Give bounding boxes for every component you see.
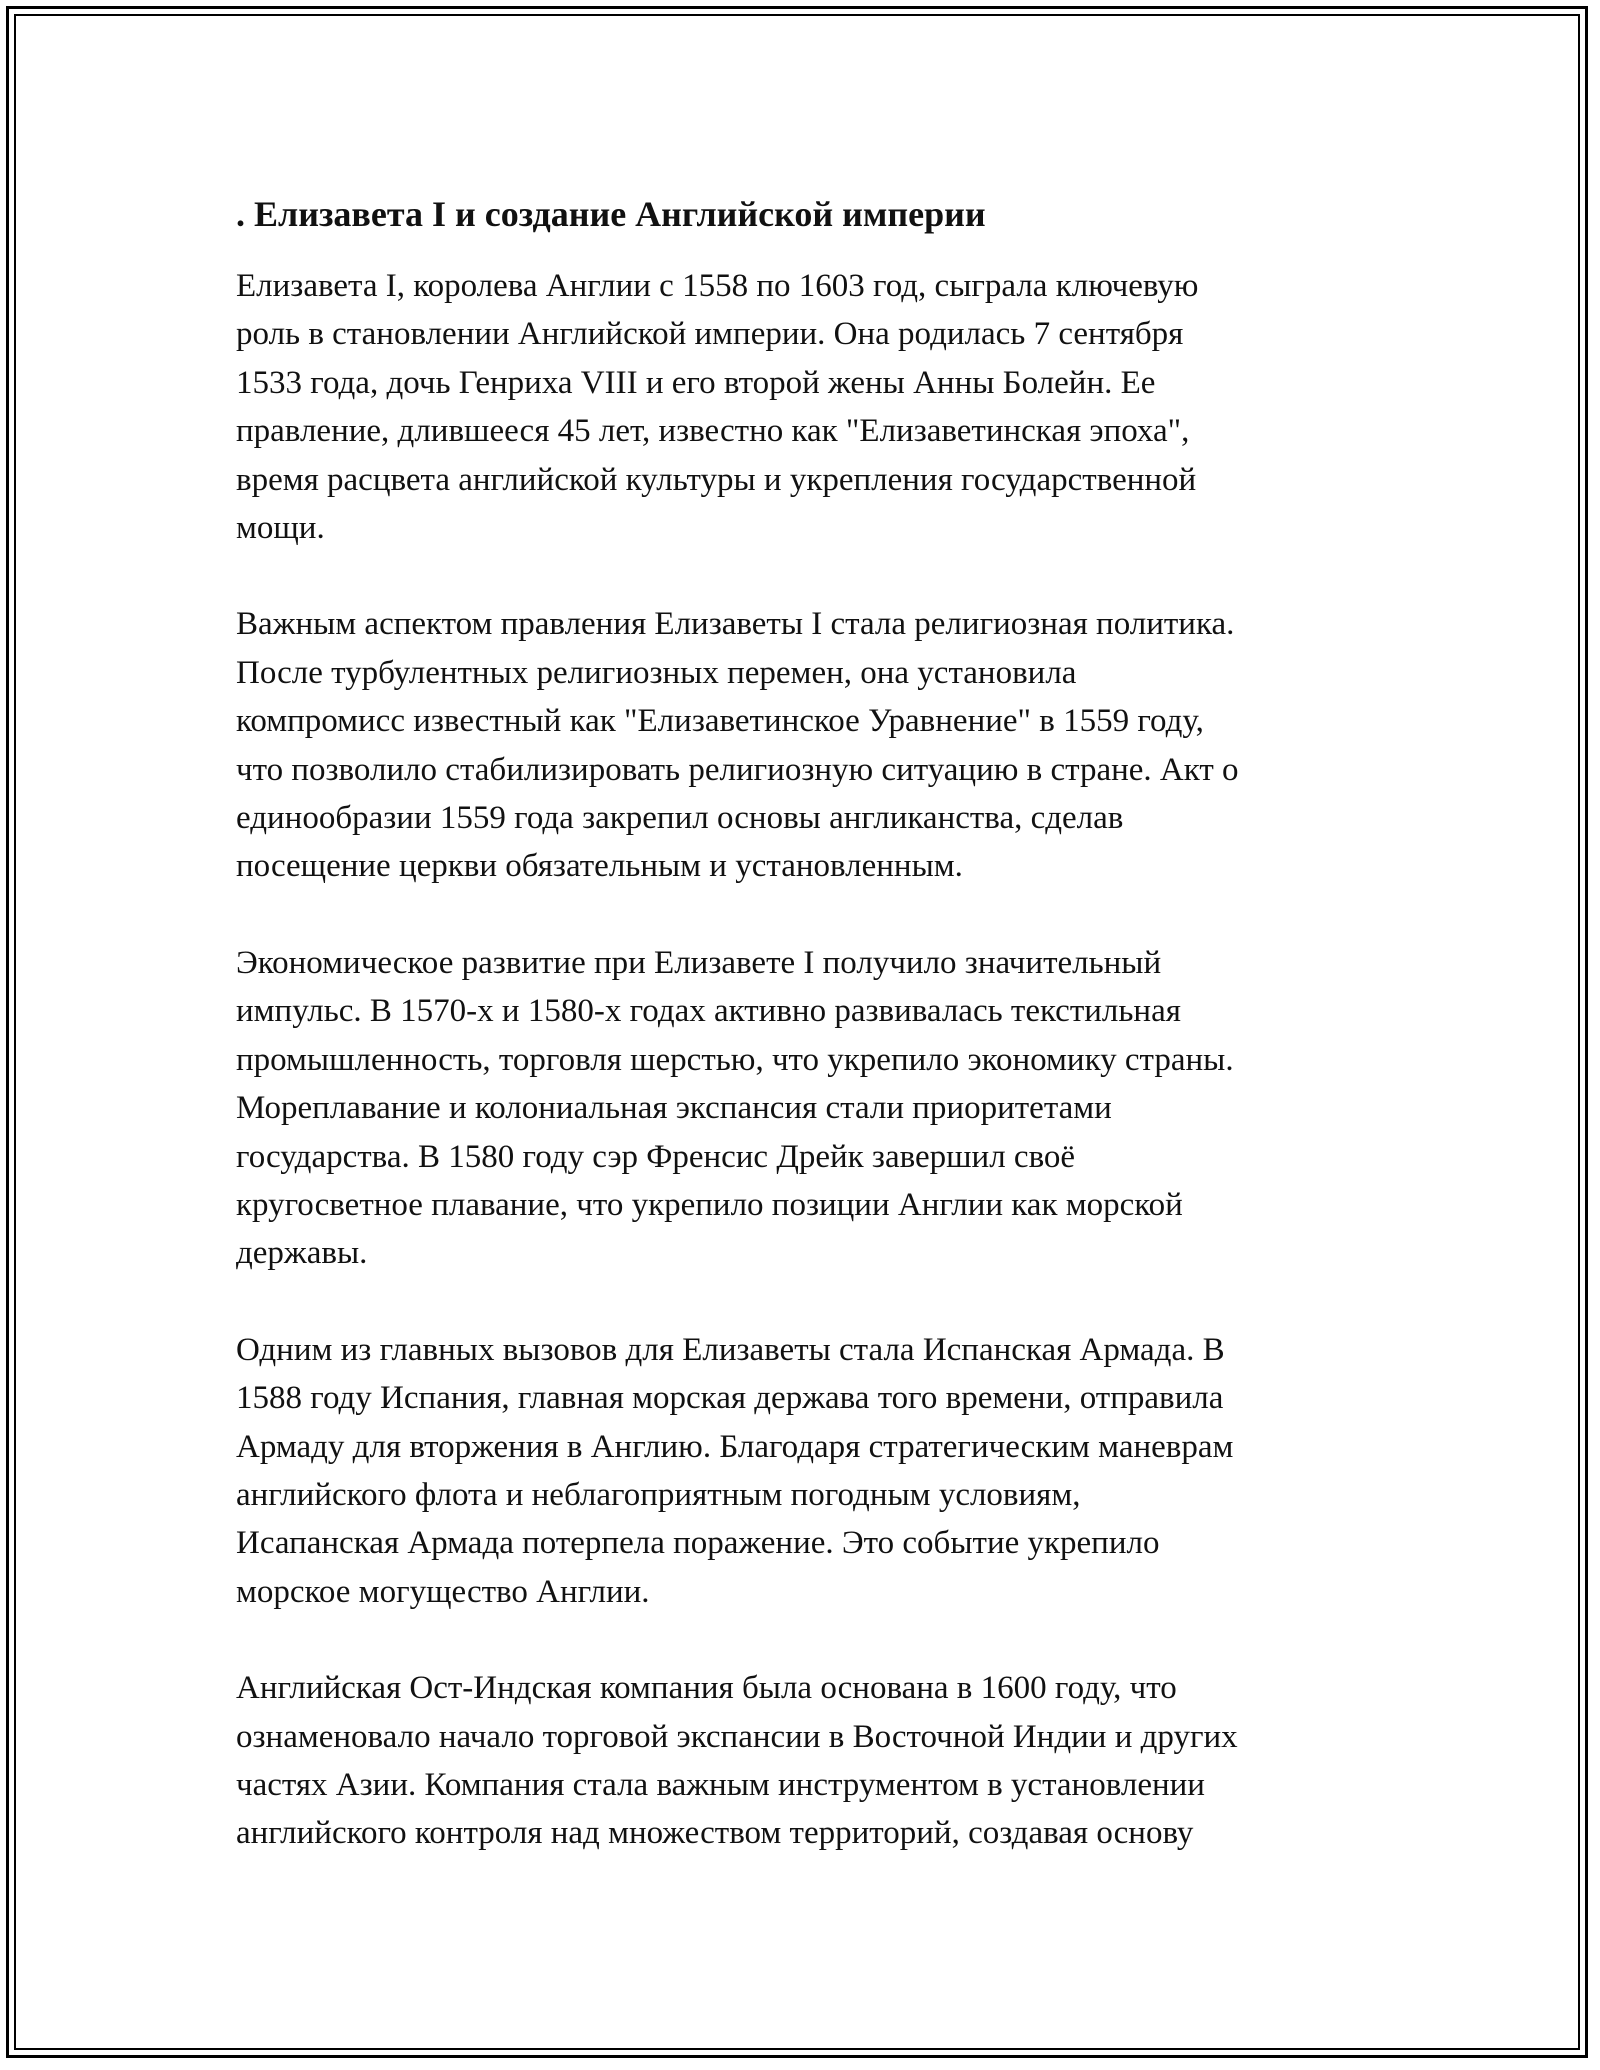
paragraph-3: Экономическое развитие при Елизавете I получило значительный импульс. В 1570-х и 1580-х годах активно развивалась текстильная промышленность, торговля шерстью, что укрепило экономику страны. Мореплавание и колониальная экспансия стали приоритетами государства. В 1580 году сэр Френсис Дрейк завершил своё кругосветное плавание, что укрепило позиции Англии как морской державы.: [236, 944, 1234, 1272]
document-body: [236, 192, 1356, 1906]
paragraph-1: Елизавета I, королева Англии с 1558 по 1603 год, сыграла ключевую роль в становлении Английской империи. Она родилась 7 сентября 1533 года, дочь Генриха VIII и его второй жены Анны Болейн. Ее правление, длившееся 45 лет, известно как "Елизаветинская эпоха", время расцвета английской культуры и укрепления государственной мощи.: [236, 268, 1199, 547]
document-title: . Елизавета I и создание Английской империи: [236, 194, 986, 234]
paragraph-4: Одним из главных вызовов для Елизаветы стала Испанская Армада. В 1588 году Испания, главная морская держава того времени, отправила Армаду для вторжения в Англию. Благодаря стратегическим маневрам английского флота и неблагоприятным погодным условиям, Исапанская Армада потерпела поражение. Это событие укрепило морское могущество Англии.: [236, 1331, 1234, 1610]
paragraph-5: Английская Ост-Индская компания была основана в 1600 году, что ознаменовало начало торговой экспансии в Восточной Индии и других частях Азии. Компания стала важным инструментом в установлении английского контроля над множеством территорий, создавая основу: [236, 1670, 1238, 1852]
paragraph-2: Важным аспектом правления Елизаветы I стала религиозная политика. После турбулентных религиозных перемен, она установила компромисс известный как "Елизаветинское Уравнение" в 1559 году, что позволило стабилизировать религиозную ситуацию в стране. Акт о единообразии 1559 года закрепил основы англиканства, сделав посещение церкви обязательным и установленным.: [236, 606, 1239, 885]
